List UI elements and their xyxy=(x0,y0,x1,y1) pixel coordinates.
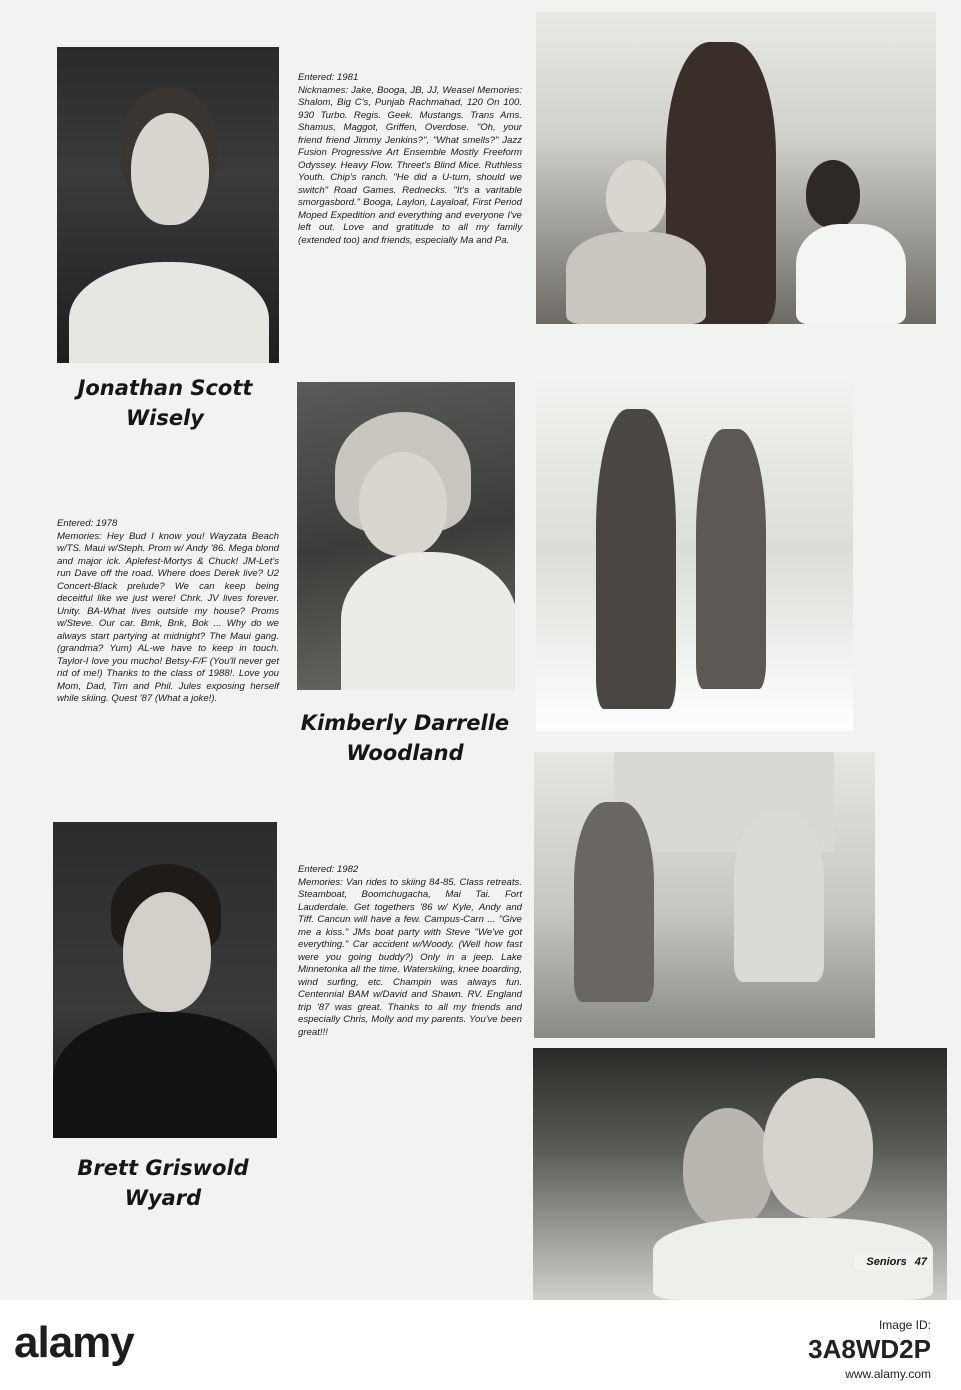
person-face xyxy=(806,160,860,228)
entered-year: Entered: 1982 xyxy=(298,864,359,875)
stock-meta xyxy=(808,1318,931,1381)
name-kimberly-woodland: Kimberly Darrelle Woodland xyxy=(300,711,510,765)
image-id: 3A8WD2P xyxy=(808,1334,931,1364)
candid-photo-skiers xyxy=(536,369,853,731)
portrait-kimberly-woodland xyxy=(297,382,515,690)
person-body xyxy=(796,224,906,324)
face-shape xyxy=(131,113,209,225)
bio-kimberly-woodland xyxy=(57,518,279,706)
bio-brett-wyard xyxy=(298,864,522,1039)
section-label: Seniors xyxy=(866,1256,907,1268)
sweater-shape xyxy=(69,262,269,363)
entered-year: Entered: 1981 xyxy=(298,72,359,83)
face-shape xyxy=(359,452,447,556)
jacket-shape xyxy=(53,1012,277,1138)
student-figure xyxy=(734,812,824,982)
skier-figure xyxy=(596,409,676,709)
portrait-brett-wyard xyxy=(53,822,277,1138)
student-figure xyxy=(574,802,654,1002)
person-face xyxy=(683,1108,773,1228)
bio-jonathan-wisely xyxy=(298,72,522,247)
stock-logo: alamy xyxy=(14,1318,134,1367)
entered-year: Entered: 1978 xyxy=(57,518,118,529)
page-footer xyxy=(854,1255,931,1269)
image-id-label: Image ID: xyxy=(878,1318,931,1332)
page-number: 47 xyxy=(914,1256,927,1268)
portrait-jonathan-wisely xyxy=(57,47,279,363)
bio-text: Memories: Hey Bud I know you! Wayzata Beach w/TS. Maui w/Steph. Prom w/ Andy '86. Mega blond and major ick. Aplefest-Mortys & Chuck! JM-Let's run Dave off the road. Where does Derek live? U2 Concert-Black prelude? We can keep being deceitful like we just were! Chrk. JV lives forever. Unity. BA-What lives outside my house? Proms w/Steve. Our car. Bmk, Bnk, Bok ... Why do we always start partying at midnight? The Maui gang. (grandma? Yum) AL-we have to keep in touch. Taylor-I love you mucho! Betsy-F/F (You'll never get rid of me!) Thanks to the class of 1988!. Love you Mom, Dad, Tim and Phil. Jules exposing herself while skiing. Quest '87 (What a joke!). xyxy=(57,530,279,704)
skier-figure xyxy=(696,429,766,689)
name-brett-wyard: Brett Griswold Wyard xyxy=(77,1156,249,1210)
bio-text: Nicknames: Jake, Booga, JB, JJ, Weasel Memories: Shalom, Big C's, Punjab Rachmahad, 120 On 100. 930 Turbo. Regis. Geek. Mustangs. Trans Ams. Shamus, Maggot, Griffen, Overdose. "Oh, your friend friend Jimmy Jenkins?", "What smells?" Jazz Fusion Progressive Art Ensemble Mostly Freeform Odyssey. Heavy Flow. Threet's Blind Mice. Ruthless Youth. Chip's ranch. "He did a U-turn, should we switch" Road Games. Rednecks. "It's a varitable smorgasbord." Booga, Laylon, Layaloaf, First Period Moped Expedition and everything and everyone I've left out. Love and gratitude to all my family (extended too) and friends, especially Ma and Pa. xyxy=(298,84,522,246)
bio-text: Memories: Van rides to skiing 84-85. Class retreats. Steamboat, Boomchugacha, Mai Tai. Fort Lauderdale. Get togethers '86 w/ Kyle, Andy and Tiff. Cancun will have a few. Campus-Carn ... "Give me a kiss." JMs boat party with Steve "We've got everything." Car accident w/Woody. (Well how fast were you going buddy?) Only in a jeep. Lake Minnetonka all the time. Waterskiing, knee boarding, wind surfing, etc. Champin was always fun. Centennial BAM w/David and Shawn. RV. England trip '87 was great. Thanks to all my friends and especially Chris, Molly and my parents. You've been great!!! xyxy=(298,876,522,1038)
sweater-shape xyxy=(341,552,515,690)
face-shape xyxy=(123,892,211,1012)
stock-url: www.alamy.com xyxy=(845,1367,931,1381)
candid-photo-statue xyxy=(536,12,936,324)
candid-photo-classroom xyxy=(534,752,875,1038)
person-face xyxy=(763,1078,873,1218)
person-body xyxy=(566,232,706,324)
person-face xyxy=(606,160,666,234)
name-jonathan-wisely: Jonathan Scott Wisely xyxy=(77,376,253,430)
